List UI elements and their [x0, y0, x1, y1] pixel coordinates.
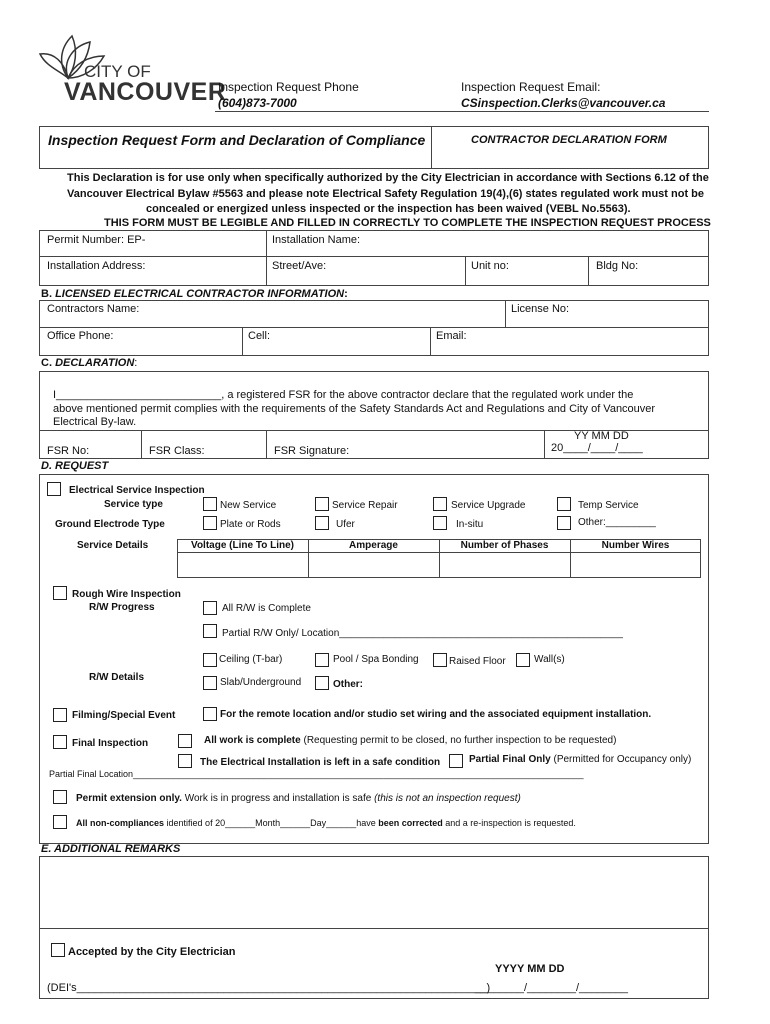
all-work-complete-text: [204, 735, 616, 746]
non-compliances-text: [76, 818, 576, 828]
form-title: Inspection Request Form and Declaration of Compliance: [48, 132, 426, 148]
intro-line-2: Vancouver Electrical Bylaw #5563 and please note Electrical Safety Regulation 19(4),(6) states regulated work must not be: [67, 188, 705, 200]
section-c-heading: [41, 357, 137, 369]
bldg-field[interactable]: Bldg No:: [596, 260, 639, 272]
remarks-textarea[interactable]: [41, 858, 707, 926]
non-compliances-label-d: and a re-inspection is requested.: [445, 818, 576, 828]
deis-field[interactable]: (DEI's___________________________________________________________________): [47, 982, 491, 994]
filming-desc-label: For the remote location and/or studio set wiring and the associated equipment installation.: [220, 709, 652, 720]
section-d-heading: D. REQUEST: [41, 460, 109, 472]
other-rw-label: Other:: [333, 679, 363, 690]
new-service-label: New Service: [220, 500, 277, 511]
permit-extension-label: Permit extension only.: [76, 793, 182, 804]
other-ground-field[interactable]: Other:_________: [578, 517, 656, 528]
non-compliances-checkbox[interactable]: [53, 815, 67, 829]
all-rw-complete-label: All R/W is Complete: [222, 603, 311, 614]
section-b-col1: [505, 300, 506, 327]
section-b-suffix: :: [344, 288, 348, 300]
installation-name-field[interactable]: Installation Name:: [272, 234, 361, 246]
ceiling-label: Ceiling (T-bar): [219, 654, 283, 665]
non-compliances-label-a: All non-compliances: [76, 818, 165, 828]
section-c-col3: [544, 430, 545, 459]
ceiling-checkbox[interactable]: [203, 653, 217, 667]
ufer-checkbox[interactable]: [315, 516, 329, 530]
voltage-header: Voltage (Line To Line): [191, 540, 294, 551]
fsr-signature-field[interactable]: FSR Signature:: [274, 445, 350, 457]
installation-address-field[interactable]: Installation Address:: [47, 260, 146, 272]
non-compliances-label-c: been corrected: [378, 818, 443, 828]
phone-label: Inspection Request Phone: [218, 80, 359, 94]
partial-rw-checkbox[interactable]: [203, 624, 217, 638]
walls-label: Wall(s): [534, 654, 565, 665]
ufer-label: Ufer: [336, 519, 355, 530]
intro-line-4: THIS FORM MUST BE LEGIBLE AND FILLED IN CORRECTLY TO COMPLETE THE INSPECTION REQUEST PROCESS: [104, 217, 711, 229]
all-work-complete-label: All work is complete: [204, 735, 301, 746]
street-field[interactable]: Street/Ave:: [272, 260, 327, 272]
permit-extension-checkbox[interactable]: [53, 790, 67, 804]
section-a-col2: [465, 256, 466, 286]
partial-final-only-text: [469, 754, 691, 765]
section-e-heading: E. ADDITIONAL REMARKS: [41, 843, 181, 855]
plate-or-rods-label: Plate or Rods: [220, 519, 281, 530]
ground-electrode-label: Ground Electrode Type: [55, 519, 165, 530]
other-rw-checkbox[interactable]: [315, 676, 329, 690]
section-b-table: [39, 300, 709, 356]
wires-header: Number Wires: [601, 540, 670, 551]
phases-input[interactable]: [440, 553, 569, 577]
service-repair-label: Service Repair: [332, 500, 398, 511]
intro-line-3: concealed or energized unless inspected or the inspection has been waived (VEBL No.5563).: [146, 203, 631, 215]
declaration-line-1: I___________________________, a registered FSR for the above contractor declare that the regulated work under the: [53, 389, 634, 401]
section-b-col2: [242, 327, 243, 356]
section-b-row-divider: [39, 327, 709, 328]
filming-desc-checkbox[interactable]: [203, 707, 217, 721]
section-a-col3: [588, 256, 589, 286]
declaration-line-2: above mentioned permit complies with the requirements of the Safety Standards Act and Regulations and City of Vancouver: [53, 403, 656, 415]
unit-field[interactable]: Unit no:: [471, 260, 509, 272]
slab-checkbox[interactable]: [203, 676, 217, 690]
all-work-complete-checkbox[interactable]: [178, 734, 192, 748]
all-rw-complete-checkbox[interactable]: [203, 601, 217, 615]
declaration-line-3: Electrical By-law.: [53, 416, 137, 428]
accepted-checkbox[interactable]: [51, 943, 65, 957]
section-a-col1: [266, 230, 267, 286]
permit-extension-text: [76, 793, 521, 804]
city-logo: [38, 34, 227, 108]
fsr-date-field[interactable]: 20____/____/____: [551, 442, 643, 454]
contractor-name-field[interactable]: Contractors Name:: [47, 303, 140, 315]
section-c-title: DECLARATION: [55, 357, 135, 369]
electrical-service-checkbox[interactable]: [47, 482, 61, 496]
permit-extension-italic: (this is not an inspection request): [374, 793, 521, 804]
phases-header: Number of Phases: [460, 540, 549, 551]
electrical-service-label: Electrical Service Inspection: [69, 485, 205, 496]
non-compliances-label-b: identified of 20______Month______Day______have: [166, 818, 376, 828]
pool-spa-label: Pool / Spa Bonding: [333, 654, 419, 665]
fsr-class-field[interactable]: FSR Class:: [149, 445, 205, 457]
rough-wire-checkbox[interactable]: [53, 586, 67, 600]
left-safe-label: The Electrical Installation is left in a safe condition: [200, 757, 441, 768]
final-inspection-label: Final Inspection: [72, 738, 149, 749]
other-ground-checkbox[interactable]: [557, 516, 571, 530]
raised-floor-label: Raised Floor: [449, 656, 506, 667]
new-service-checkbox[interactable]: [203, 497, 217, 511]
final-inspection-checkbox[interactable]: [53, 735, 67, 749]
all-work-complete-note: (Requesting permit to be closed, no further inspection to be requested): [303, 735, 617, 746]
raised-floor-checkbox[interactable]: [433, 653, 447, 667]
section-b-heading: [41, 288, 348, 300]
left-safe-checkbox[interactable]: [178, 754, 192, 768]
section-c-col2: [266, 430, 267, 459]
title-divider: [431, 126, 432, 169]
section-a-row-divider: [39, 256, 709, 257]
amperage-input[interactable]: [309, 553, 438, 577]
logo-vancouver: VANCOUVER: [64, 78, 227, 106]
section-c-suffix: :: [134, 357, 138, 369]
header-rule: [215, 111, 709, 112]
in-situ-checkbox[interactable]: [433, 516, 447, 530]
intro-line-1: This Declaration is for use only when specifically authorized by the City Electrician in accordance with Sections 6.12 of the: [67, 172, 709, 184]
partial-final-only-checkbox[interactable]: [449, 754, 463, 768]
plate-or-rods-checkbox[interactable]: [203, 516, 217, 530]
section-b-col3: [430, 327, 431, 356]
fsr-no-field[interactable]: FSR No:: [47, 445, 90, 457]
slab-label: Slab/Underground: [220, 677, 302, 688]
partial-final-location-field[interactable]: Partial Final Location__________________________________________________________________________________________: [49, 769, 584, 779]
filming-label: Filming/Special Event: [72, 710, 176, 721]
section-e-divider: [39, 928, 709, 929]
email-label: Inspection Request Email:: [461, 80, 601, 94]
walls-checkbox[interactable]: [516, 653, 530, 667]
phone-value: (604)873-7000: [218, 96, 297, 110]
wires-input[interactable]: [571, 553, 700, 577]
section-c-col1: [141, 430, 142, 459]
rw-details-label: R/W Details: [89, 672, 145, 683]
section-e-date-header: YYYY MM DD: [495, 963, 565, 975]
voltage-input[interactable]: [178, 553, 307, 577]
accepted-label: Accepted by the City Electrician: [68, 946, 236, 958]
partial-final-only-note: (Permitted for Occupancy only): [553, 754, 692, 765]
permit-extension-note: Work is in progress and installation is safe: [184, 793, 372, 804]
email-field[interactable]: Email:: [436, 330, 467, 342]
service-upgrade-checkbox[interactable]: [433, 497, 447, 511]
cell-field[interactable]: Cell:: [248, 330, 271, 342]
temp-service-label: Temp Service: [578, 500, 639, 511]
section-c-prefix: C.: [41, 357, 52, 369]
filming-checkbox[interactable]: [53, 708, 67, 722]
pool-spa-checkbox[interactable]: [315, 653, 329, 667]
partial-rw-field[interactable]: Partial R/W Only/ Location___________________________________________________: [222, 628, 623, 639]
license-no-field[interactable]: License No:: [511, 303, 570, 315]
service-type-label: Service type: [104, 499, 163, 510]
fsr-date-header: YY MM DD: [574, 430, 629, 442]
office-phone-field[interactable]: Office Phone:: [47, 330, 114, 342]
permit-number-field[interactable]: Permit Number: EP-: [47, 234, 146, 246]
section-e-date-field[interactable]: ________/________/________: [475, 982, 628, 994]
service-details-label: Service Details: [77, 540, 149, 551]
rough-wire-label: Rough Wire Inspection: [72, 589, 181, 600]
partial-final-only-label: Partial Final Only: [469, 754, 551, 765]
email-value: CSinspection.Clerks@vancouver.ca: [461, 96, 666, 110]
form-subtitle: CONTRACTOR DECLARATION FORM: [471, 134, 667, 146]
section-b-prefix: B.: [41, 288, 52, 300]
logo-city-of: CITY OF: [84, 62, 151, 81]
service-repair-checkbox[interactable]: [315, 497, 329, 511]
service-upgrade-label: Service Upgrade: [451, 500, 526, 511]
section-b-title: LICENSED ELECTRICAL CONTRACTOR INFORMATION: [55, 288, 345, 300]
in-situ-label: In-situ: [456, 519, 484, 530]
rw-progress-label: R/W Progress: [89, 602, 155, 613]
amperage-header: Amperage: [349, 540, 398, 551]
temp-service-checkbox[interactable]: [557, 497, 571, 511]
